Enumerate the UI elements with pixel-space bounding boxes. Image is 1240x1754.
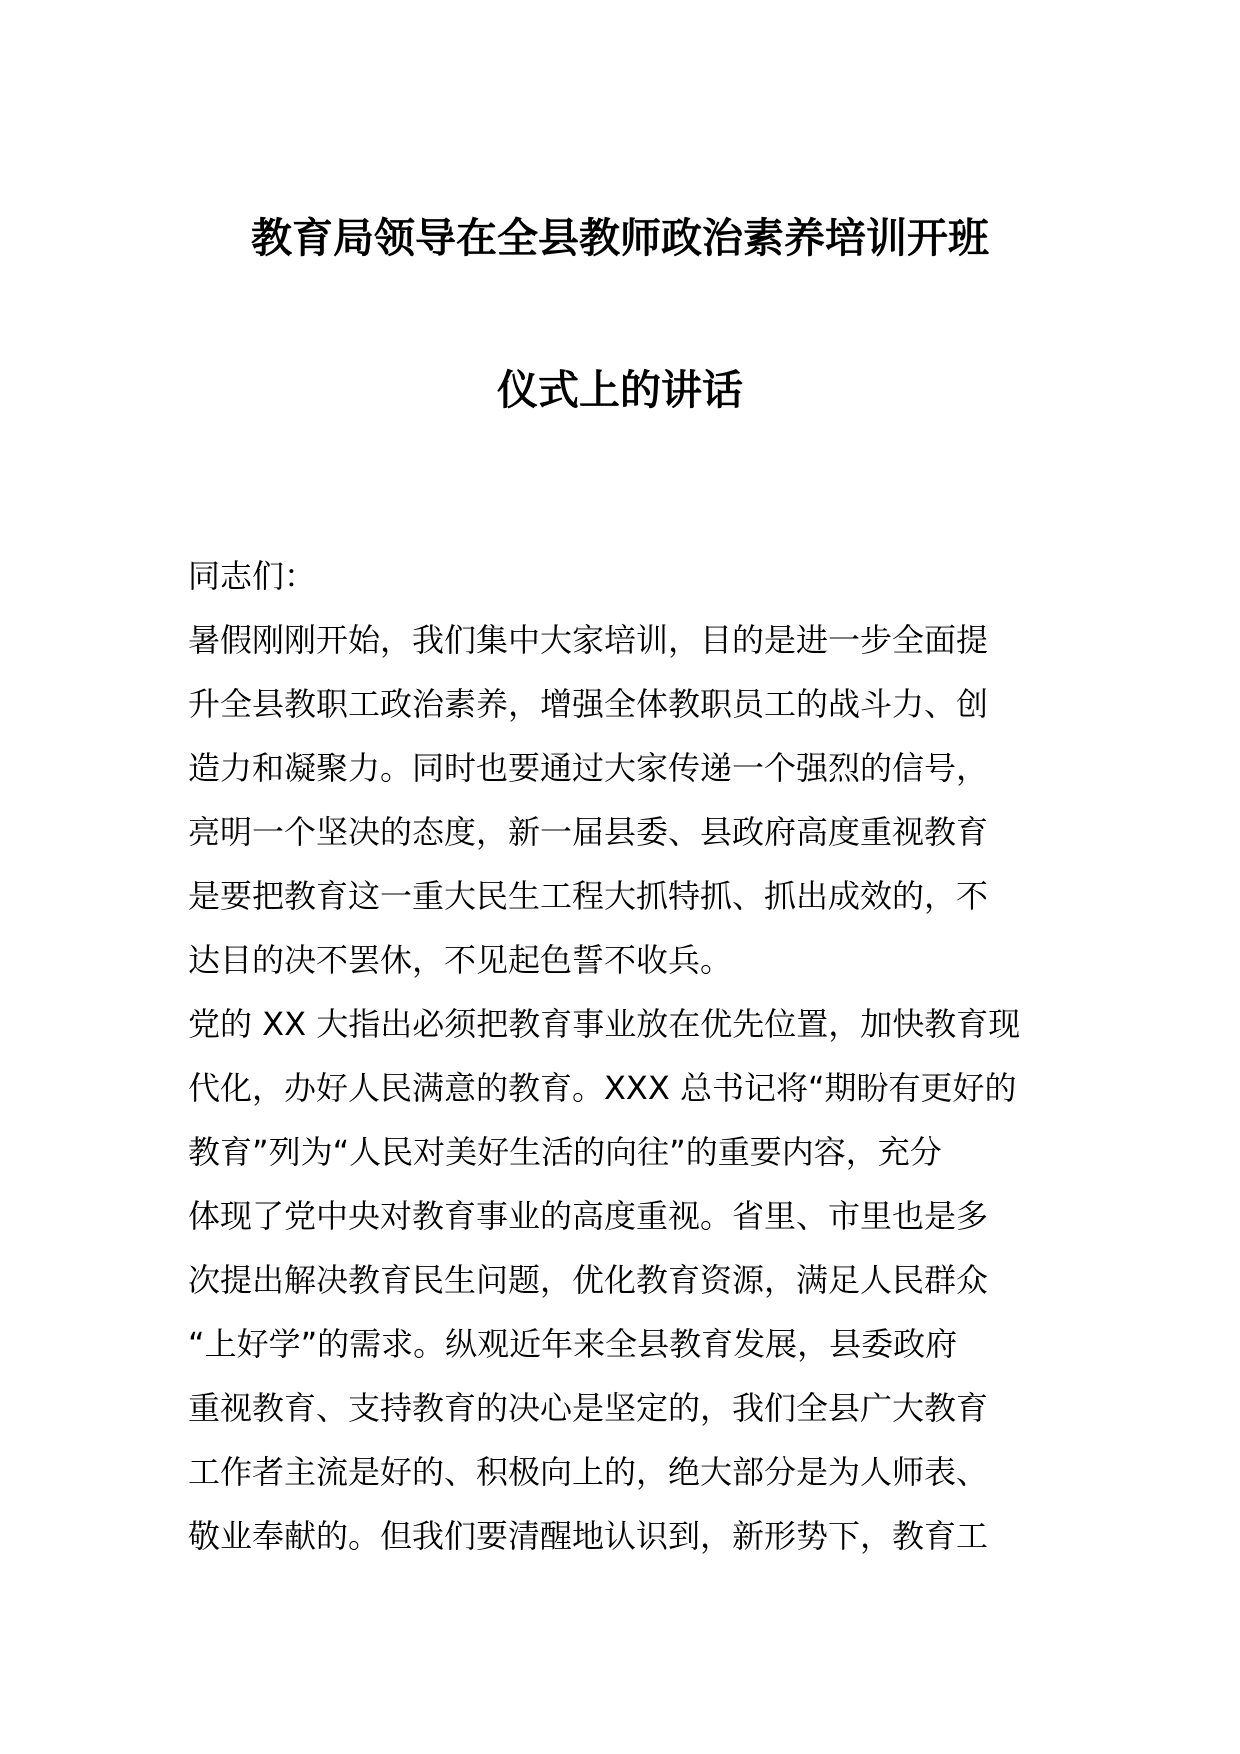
body-line-3: 升全县教职工政治素养，增强全体教职员工的战斗力、创	[188, 685, 989, 723]
body-line-6: 是要把教育这一重大民生工程大抓特抓、抓出成效的，不	[188, 877, 989, 915]
body-line-7: 达目的决不罢休，不见起色誓不收兵。	[188, 941, 733, 979]
body-line-12: 次提出解决教育民生问题，优化教育资源，满足人民群众	[188, 1261, 989, 1299]
body-line-16: 敬业奉献的。但我们要清醒地认识到，新形势下，教育工	[188, 1517, 989, 1555]
body-line-13: “上好学”的需求。纵观近年来全县教育发展，县委政府	[188, 1325, 958, 1363]
body-line-4: 造力和凝聚力。同时也要通过大家传递一个强烈的信号，	[188, 749, 989, 787]
body-line-8: 党的 XX 大指出必须把教育事业放在优先位置，加快教育现	[188, 1005, 1021, 1043]
body-line-14: 重视教育、支持教育的决心是坚定的，我们全县广大教育	[188, 1389, 989, 1427]
body-line-15: 工作者主流是好的、积极向上的，绝大部分是为人师表、	[188, 1453, 989, 1491]
body-line-2: 暑假刚刚开始，我们集中大家培训，目的是进一步全面提	[188, 621, 989, 659]
body-line-11: 体现了党中央对教育事业的高度重视。省里、市里也是多	[188, 1197, 989, 1235]
body-line-5: 亮明一个坚决的态度，新一届县委、县政府高度重视教育	[188, 813, 989, 851]
body-line-1: 同志们：	[188, 557, 317, 595]
document-title-line-1: 教育局领导在全县教师政治素养培训开班	[251, 214, 989, 262]
body-line-10: 教育”列为“人民对美好生活的向往”的重要内容，充分	[188, 1133, 942, 1171]
body-line-9: 代化，办好人民满意的教育。XXX 总书记将“期盼有更好的	[188, 1069, 1017, 1107]
document-title-line-2: 仪式上的讲话	[497, 366, 743, 414]
